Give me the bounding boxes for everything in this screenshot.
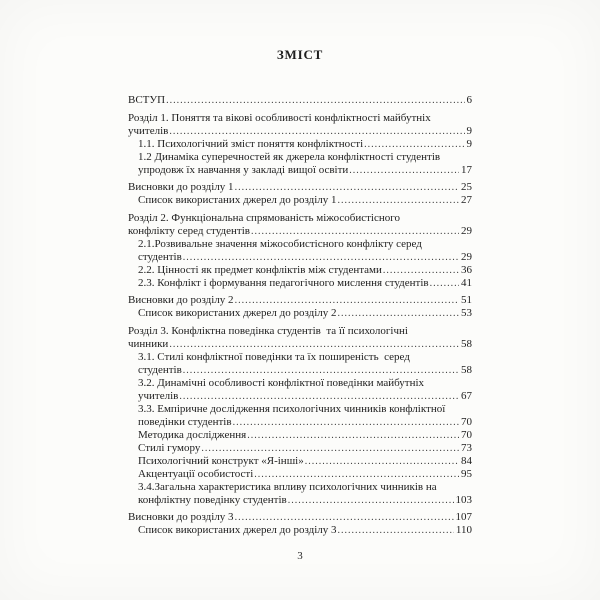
dot-leader <box>349 164 459 177</box>
toc-entry-text: 2.2. Цінності як предмет конфліктів між студентами <box>138 263 382 276</box>
toc-entry-text: 2.1.Розвивальне значення міжособистісного конфлікту серед <box>138 237 422 250</box>
toc-page-number: 70 <box>461 415 472 428</box>
toc-page-number: 95 <box>461 467 472 480</box>
toc-line <box>128 277 472 290</box>
toc <box>128 94 472 537</box>
toc-page-number: 67 <box>461 389 472 402</box>
toc-entry-text: 3.2. Динамічні особливості конфліктної поведінки майбутніх <box>138 376 425 389</box>
toc-page-number: 9 <box>466 137 472 150</box>
dot-leader <box>254 468 459 481</box>
toc-entry-text: Список використаних джерел до розділу 2 <box>138 307 337 319</box>
toc-line <box>128 264 472 277</box>
toc-line <box>128 403 472 416</box>
toc-line <box>128 151 472 164</box>
toc-page-number: 29 <box>461 250 472 263</box>
folio-page-number: 3 <box>297 550 303 562</box>
toc-line <box>128 455 472 468</box>
dot-leader <box>235 294 459 307</box>
toc-page-number: 51 <box>461 294 472 306</box>
toc-entry-text: 2.3. Конфлікт і формування педагогічного мислення студентів <box>138 276 429 289</box>
toc-page-number: 29 <box>461 224 472 237</box>
toc-entry-text: Акцентуації особистості <box>138 467 254 480</box>
toc-entry-text: Стилі гумору <box>138 441 201 454</box>
toc-line <box>128 364 472 377</box>
toc-entry-text: чинники <box>128 337 169 350</box>
toc-line <box>128 307 472 320</box>
dot-leader <box>247 429 459 442</box>
toc-line <box>128 416 472 429</box>
toc-entry-text: студентів <box>138 363 182 376</box>
toc-line <box>128 125 472 138</box>
toc-page-number: 73 <box>461 441 472 454</box>
toc-page-number: 58 <box>461 363 472 376</box>
toc-page-number: 103 <box>455 493 472 506</box>
toc-page-number: 9 <box>466 124 472 137</box>
dot-leader <box>235 181 459 194</box>
toc-entry-text: 3.3. Емпіричне дослідження психологічних чинників конфліктної <box>138 402 446 415</box>
toc-line <box>128 164 472 177</box>
dot-leader <box>169 338 459 351</box>
toc-entry-text: 1.2 Динаміка суперечностей як джерела конфліктності студентів <box>138 150 441 163</box>
dot-leader <box>251 225 459 238</box>
toc-line <box>128 524 472 537</box>
toc-page-number: 25 <box>461 181 472 193</box>
toc-page-number: 84 <box>461 454 472 467</box>
toc-entry-text: Психологічний конструкт «Я-інші» <box>138 454 304 467</box>
toc-entry-text: 1.1. Психологічний зміст поняття конфліктності <box>138 137 364 150</box>
toc-page-number: 36 <box>461 263 472 276</box>
toc-line <box>128 138 472 151</box>
toc-entry-text: 3.4.Загальна характеристика впливу психологічних чинників на <box>138 480 437 493</box>
dot-leader <box>430 277 459 290</box>
dot-leader <box>383 264 459 277</box>
toc-line <box>128 442 472 455</box>
toc-entry-text: Висновки до розділу 1 <box>128 181 234 193</box>
dot-leader <box>201 442 459 455</box>
dot-leader <box>169 125 464 138</box>
toc-line <box>128 251 472 264</box>
page-title: ЗМІСТ <box>276 47 324 62</box>
toc-line <box>128 377 472 390</box>
toc-entry-text: учителів <box>138 389 179 402</box>
toc-line <box>128 294 472 307</box>
dot-leader <box>288 494 454 507</box>
dot-leader <box>364 138 464 151</box>
toc-page-number: 58 <box>461 337 472 350</box>
toc-line <box>128 390 472 403</box>
toc-line <box>128 181 472 194</box>
toc-entry-text: Висновки до розділу 2 <box>128 294 234 306</box>
toc-page-number: 41 <box>461 276 472 289</box>
toc-line <box>128 112 472 125</box>
toc-page-number: 110 <box>455 524 472 536</box>
toc-line <box>128 351 472 364</box>
dot-leader <box>183 364 459 377</box>
toc-line <box>128 468 472 481</box>
toc-line <box>128 325 472 338</box>
dot-leader <box>338 307 459 320</box>
toc-page-number: 17 <box>461 163 472 176</box>
toc-line <box>128 94 472 107</box>
toc-entry-text: Методика дослідження <box>138 428 247 441</box>
dot-leader <box>233 416 459 429</box>
dot-leader <box>166 94 464 107</box>
toc-entry-text: Розділ 2. Функціональна спрямованість міжособистісного <box>128 211 400 224</box>
toc-line <box>128 238 472 251</box>
toc-page-number: 53 <box>461 307 472 319</box>
toc-line <box>128 511 472 524</box>
toc-entry-text: Висновки до розділу 3 <box>128 511 234 523</box>
toc-entry-text: упродовж їх навчання у закладі вищої освіти <box>138 163 349 176</box>
toc-page-number: 70 <box>461 428 472 441</box>
dot-leader <box>179 390 459 403</box>
toc-line <box>128 494 472 507</box>
toc-page-number: 27 <box>461 194 472 206</box>
toc-line <box>128 194 472 207</box>
toc-page-number: 107 <box>455 511 472 523</box>
toc-entry-text: 3.1. Стилі конфліктної поведінки та їх поширеність серед <box>138 350 410 363</box>
toc-entry-text: Розділ 1. Поняття та вікові особливості конфліктності майбутніх <box>128 111 431 124</box>
dot-leader <box>235 511 454 524</box>
toc-entry-text: конфлікту серед студентів <box>128 224 250 237</box>
toc-entry-text: поведінки студентів <box>138 415 232 428</box>
toc-line <box>128 212 472 225</box>
toc-entry-text: студентів <box>138 250 182 263</box>
dot-leader <box>338 194 459 207</box>
dot-leader <box>183 251 459 264</box>
toc-entry-text: конфліктну поведінку студентів <box>138 493 287 506</box>
toc-line <box>128 481 472 494</box>
toc-line <box>128 225 472 238</box>
toc-line <box>128 429 472 442</box>
dot-leader <box>338 524 454 537</box>
toc-entry-text: ВСТУП <box>128 94 166 106</box>
toc-line <box>128 338 472 351</box>
toc-entry-text: Розділ 3. Конфліктна поведінка студентів та її психологічні <box>128 324 408 337</box>
toc-entry-text: учителів <box>128 124 169 137</box>
toc-entry-text: Список використаних джерел до розділу 3 <box>138 524 337 536</box>
toc-page-number: 6 <box>466 94 472 106</box>
toc-entry-text: Список використаних джерел до розділу 1 <box>138 194 337 206</box>
dot-leader <box>305 455 459 468</box>
